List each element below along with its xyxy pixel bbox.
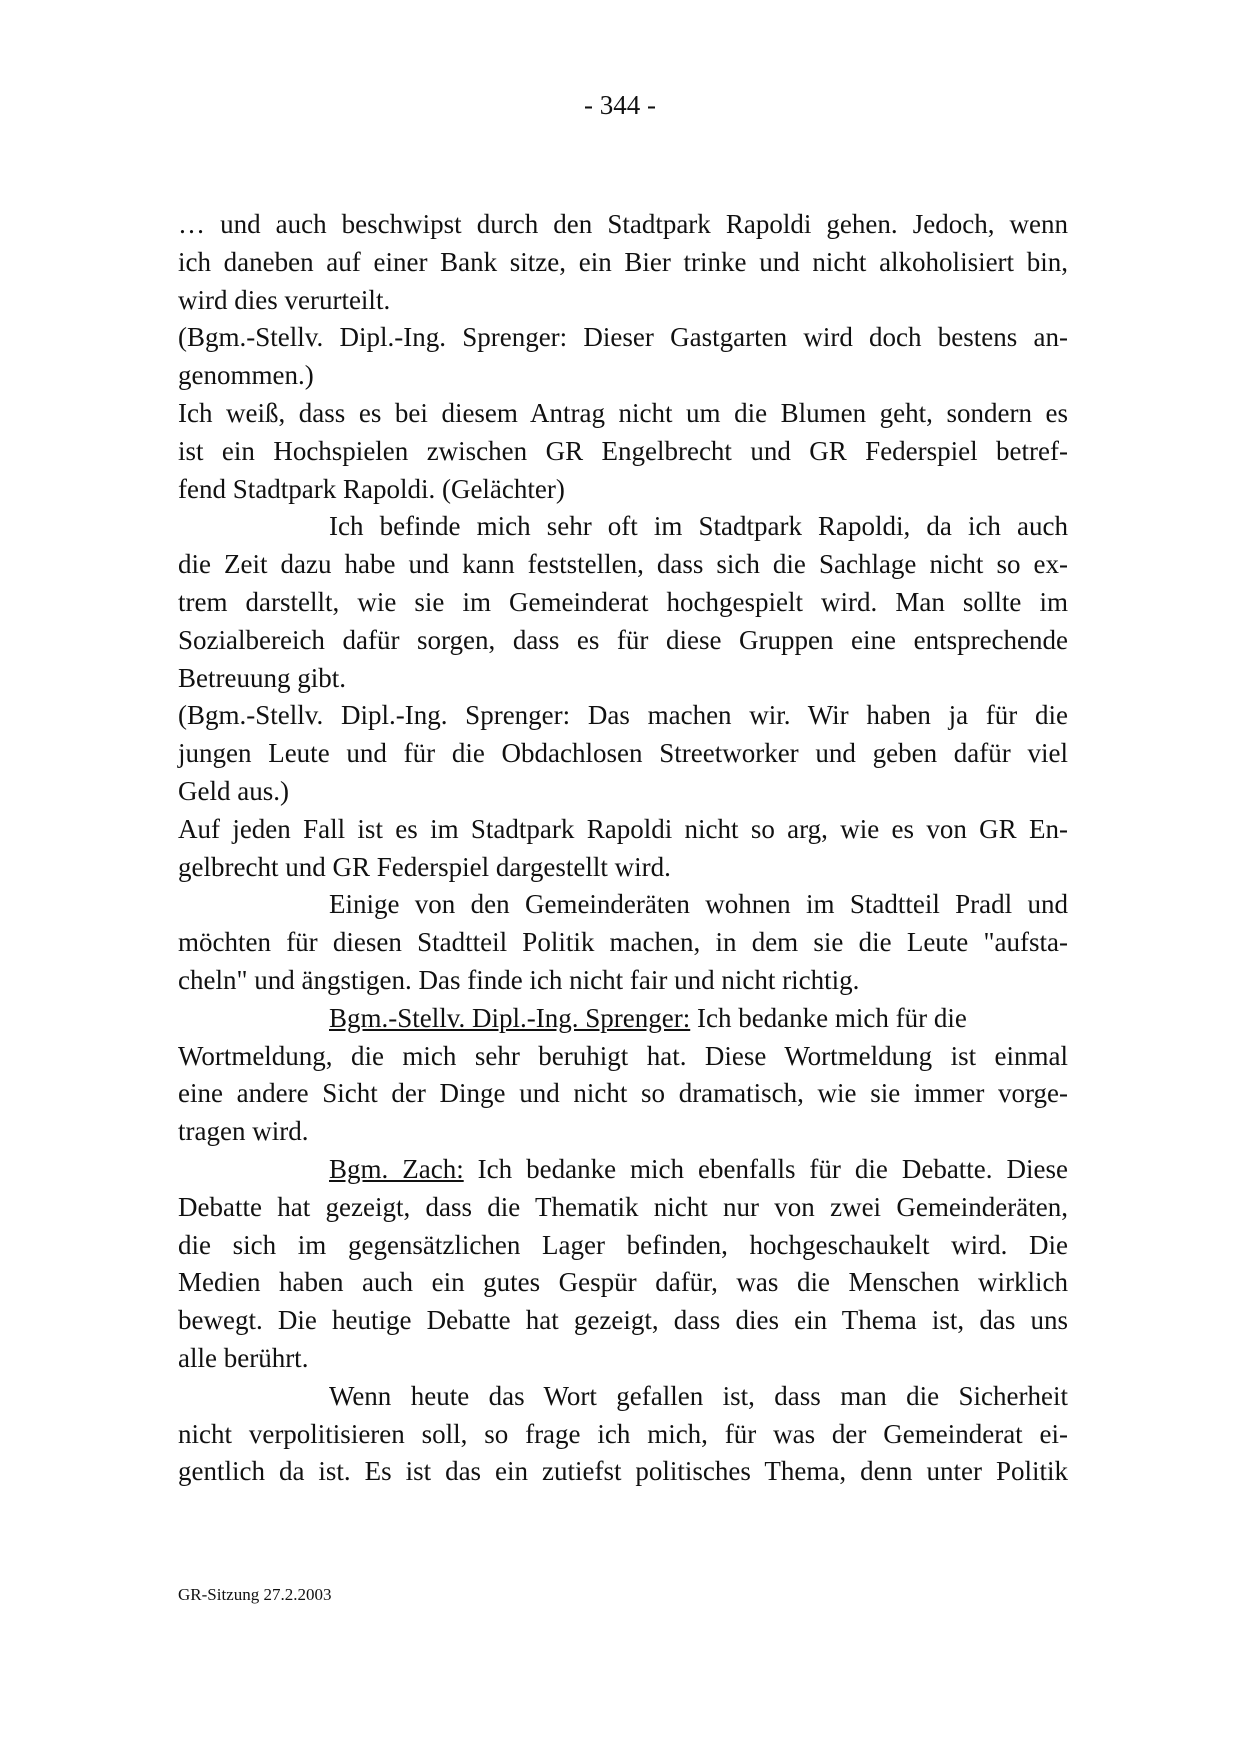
text-line: jungen Leute und für die Obdachlosen Streetworker und geben dafür viel (178, 738, 1068, 769)
speaker-text: Ich bedanke mich für die (690, 1002, 967, 1033)
text-line: wird dies verurteilt. (178, 284, 391, 315)
text-line: ich daneben auf einer Bank sitze, ein Bier trinke und nicht alkoholisiert bin, (178, 246, 1068, 277)
speaker-paragraph (178, 1151, 1068, 1378)
speaker-text: Ich bedanke mich ebenfalls für die Debatte. Diese (463, 1153, 1068, 1184)
text-line: ist ein Hochspielen zwischen GR Engelbrecht und GR Federspiel betref- (178, 435, 1068, 466)
paragraph (178, 206, 1068, 319)
text-line: genommen.) (178, 360, 314, 391)
text-line: die Zeit dazu habe und kann feststellen, dass sich die Sachlage nicht so ex- (178, 549, 1068, 580)
paragraph (178, 886, 1068, 999)
text-line: Ich befinde mich sehr oft im Stadtpark Rapoldi, da ich auch (329, 511, 1068, 542)
text-line (178, 1000, 1068, 1038)
paragraph (178, 508, 1068, 697)
text-line (178, 1151, 1068, 1189)
text-line: cheln" und ängstigen. Das finde ich nicht fair und nicht richtig. (178, 964, 860, 995)
text-line: Wortmeldung, die mich sehr beruhigt hat. Diese Wortmeldung ist einmal (178, 1040, 1068, 1071)
text-line: alle berührt. (178, 1342, 309, 1373)
speaker-name: Bgm.-Stellv. Dipl.-Ing. Sprenger: (329, 1002, 691, 1033)
text-line: (Bgm.-Stellv. Dipl.-Ing. Sprenger: Das machen wir. Wir haben ja für die (178, 700, 1068, 731)
text-line: Einige von den Gemeinderäten wohnen im Stadtteil Pradl und (329, 889, 1068, 920)
text-line: Medien haben auch ein gutes Gespür dafür, was die Menschen wirklich (178, 1267, 1068, 1298)
text-line: fend Stadtpark Rapoldi. (Gelächter) (178, 473, 565, 504)
text-line: Auf jeden Fall ist es im Stadtpark Rapoldi nicht so arg, wie es von GR En- (178, 813, 1068, 844)
text-line: tragen wird. (178, 1116, 309, 1147)
paragraph (178, 811, 1068, 887)
interjection (178, 319, 1068, 395)
footer: GR-Sitzung 27.2.2003 (178, 1585, 332, 1604)
interjection (178, 697, 1068, 810)
paragraph (178, 1378, 1068, 1491)
text-line: Ich weiß, dass es bei diesem Antrag nicht um die Blumen geht, sondern es (178, 397, 1068, 428)
text-line: eine andere Sicht der Dinge und nicht so dramatisch, wie sie immer vorge- (178, 1078, 1068, 1109)
text-line: Betreuung gibt. (178, 662, 346, 693)
text-line: möchten für diesen Stadtteil Politik machen, in dem sie die Leute "aufsta- (178, 927, 1068, 958)
text-line: bewegt. Die heutige Debatte hat gezeigt, dass dies ein Thema ist, das uns (178, 1305, 1068, 1336)
paragraph (178, 395, 1068, 508)
text-line: gentlich da ist. Es ist das ein zutiefst politisches Thema, denn unter Politik (178, 1456, 1068, 1487)
text-line: Wenn heute das Wort gefallen ist, dass man die Sicherheit (329, 1380, 1068, 1411)
text-line: Geld aus.) (178, 775, 289, 806)
text-line: trem darstellt, wie sie im Gemeinderat hochgespielt wird. Man sollte im (178, 586, 1068, 617)
text-line: gelbrecht und GR Federspiel dargestellt wird. (178, 851, 671, 882)
page-number: - 344 - (584, 90, 656, 120)
text-line: Debatte hat gezeigt, dass die Thematik nicht nur von zwei Gemeinderäten, (178, 1191, 1068, 1222)
text-line: nicht verpolitisieren soll, so frage ich mich, für was der Gemeinderat ei- (178, 1418, 1068, 1449)
text-line: die sich im gegensätzlichen Lager befinden, hochgeschaukelt wird. Die (178, 1229, 1068, 1260)
body-text (178, 206, 1068, 1491)
text-line: Sozialbereich dafür sorgen, dass es für diese Gruppen eine entsprechende (178, 624, 1068, 655)
text-line: … und auch beschwipst durch den Stadtpark Rapoldi gehen. Jedoch, wenn (178, 209, 1068, 239)
speaker-paragraph (178, 1000, 1068, 1151)
speaker-name: Bgm. Zach: (329, 1153, 464, 1184)
text-line: (Bgm.-Stellv. Dipl.-Ing. Sprenger: Dieser Gastgarten wird doch bestens an- (178, 322, 1068, 353)
